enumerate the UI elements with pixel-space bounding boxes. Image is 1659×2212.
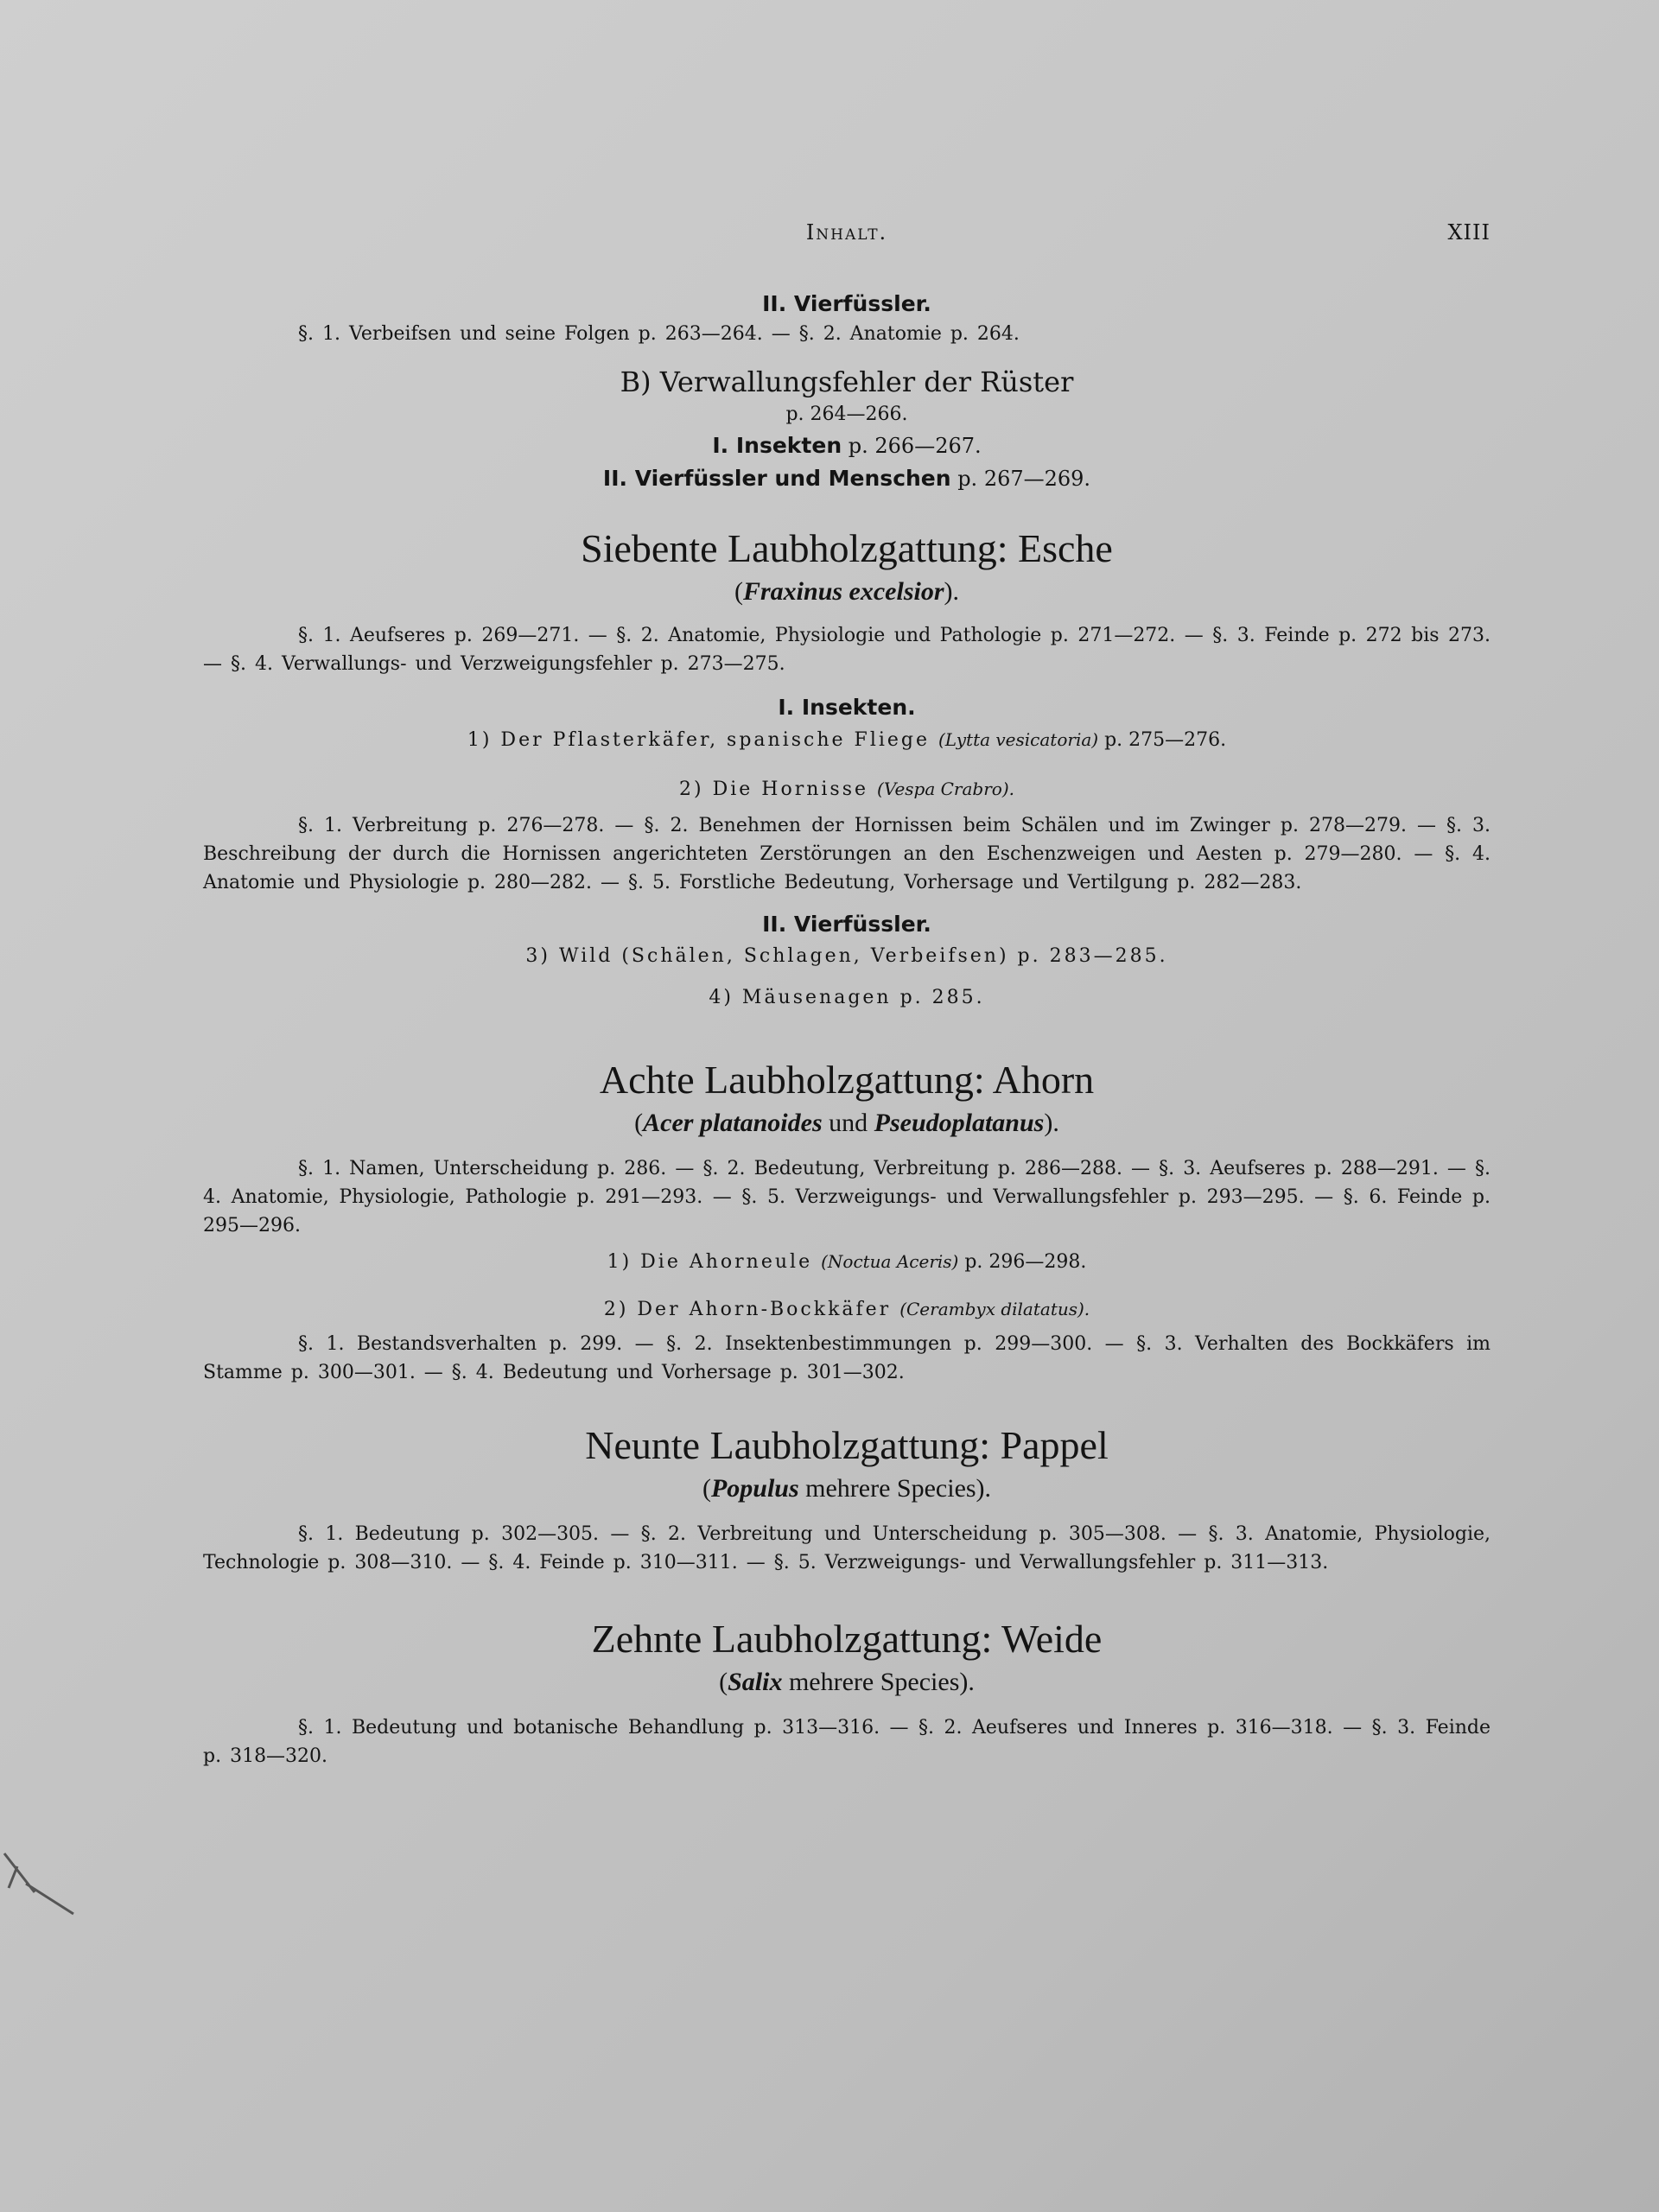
section-subtitle-weide — [203, 1663, 1491, 1701]
latin-name: Acer platanoides — [643, 1109, 823, 1137]
paren: ( — [634, 1109, 644, 1137]
item-text: 1) Die Ahorneule — [607, 1251, 822, 1273]
item-bockkaefer — [203, 1294, 1491, 1325]
heading-number: II. — [762, 291, 787, 316]
section-subtitle-ahorn — [203, 1104, 1491, 1142]
latin-name: (Cerambyx dilatatus). — [899, 1299, 1090, 1319]
section-title-pappel: Neunte Laubholzgattung: Pappel — [585, 1423, 1109, 1467]
running-title: Inhalt. — [805, 220, 888, 245]
item-pflasterkaefer — [203, 725, 1491, 755]
item-text: 2) Die Hornisse — [679, 779, 878, 800]
page-number: XIII — [1447, 220, 1491, 245]
para-pappel: §. 1. Bedeutung p. 302—305. — §. 2. Verbreitung und Unterscheidung p. 305—308. — §. 3. Anatomie, Physiologie, Technologie p. 308—310. — §. 4. Feinde p. 310—311. — §. 5. Verzweigungs- und Verwallungsfehler p. 311—313. — [203, 1523, 1491, 1573]
paren: ). — [944, 577, 960, 606]
item-text: 1) Der Pflasterkäfer, spanische Fliege — [467, 729, 938, 751]
heading-pages: p. 267—269. — [950, 467, 1091, 491]
conjunction: und — [822, 1109, 874, 1137]
heading-text: Vierfüssler. — [793, 912, 931, 937]
section-title-esche: Siebente Laubholzgattung: Esche — [581, 526, 1113, 570]
item-hornisse — [203, 774, 1491, 804]
paren: ( — [702, 1474, 711, 1503]
item-pages: p. 296—298. — [958, 1251, 1087, 1273]
running-head — [203, 220, 1491, 255]
heading-verwallungsfehler-ruester: B) Verwallungsfehler der Rüster — [620, 365, 1074, 398]
latin-name: Salix — [728, 1668, 783, 1696]
section-title-weide: Zehnte Laubholzgattung: Weide — [591, 1617, 1103, 1661]
item-maeusenagen: 4) Mäusenagen p. 285. — [709, 987, 985, 1008]
toc-page — [203, 220, 1491, 1770]
para-verbeissen: §. 1. Verbeifsen und seine Folgen p. 263—264. — §. 2. Anatomie p. 264. — [298, 323, 1020, 345]
para-ahorn: §. 1. Namen, Unterscheidung p. 286. — §. 2. Bedeutung, Verbreitung p. 286—288. — §. 3. Aeufseres p. 288—291. — §. 4. Anatomie, Physiologie, Pathologie p. 291—293. — §. 5. Verzweigungs- und Verwallungsfehler p. 293—295. — §. 6. Feinde p. 295—296. — [203, 1158, 1491, 1236]
item-ahorneule — [203, 1247, 1491, 1277]
para-esche: §. 1. Aeufseres p. 269—271. — §. 2. Anatomie, Physiologie und Pathologie p. 271—272. — §. 3. Feinde p. 272 bis 273. — §. 4. Verwallungs- und Verzweigungsfehler p. 273—275. — [203, 625, 1491, 675]
item-text: 2) Der Ahorn-Bockkäfer — [603, 1299, 900, 1320]
heading-number: II. — [762, 912, 787, 937]
ink-mark — [0, 1849, 78, 1918]
section-title-ahorn: Achte Laubholzgattung: Ahorn — [599, 1058, 1095, 1102]
heading-vierfuessler-esche — [203, 907, 1491, 942]
para-hornisse: §. 1. Verbreitung p. 276—278. — §. 2. Benehmen der Hornissen beim Schälen und im Zwinger p. 278—279. — §. 3. Beschreibung der durch die Hornissen angerichteten Zerstörungen an den Eschenzweigen und Aesten p. 279—280. — §. 4. Anatomie und Physiologie p. 280—282. — §. 5. Forstliche Bedeutung, Vorhersage und Vertilgung p. 282—283. — [203, 815, 1491, 893]
heading-text: II. Vierfüssler und Menschen — [602, 466, 951, 491]
latin-name: Pseudoplatanus — [874, 1109, 1045, 1137]
para-weide: §. 1. Bedeutung und botanische Behandlung p. 313—316. — §. 2. Aeufseres und Inneres p. 316—318. — §. 3. Feinde p. 318—320. — [203, 1717, 1491, 1767]
paren: ( — [734, 577, 743, 606]
latin-name: (Lytta vesicatoria) — [938, 729, 1099, 750]
heading-insekten-esche: I. Insekten. — [778, 695, 916, 720]
heading-pages: p. 266—267. — [842, 434, 982, 458]
heading-text: Vierfüssler. — [793, 291, 931, 316]
heading-insekten-ruester — [203, 429, 1491, 462]
heading-vierfuessler-a — [203, 291, 1491, 316]
heading-vierfuessler-menschen — [203, 462, 1491, 495]
latin-name: Populus — [710, 1474, 799, 1503]
paren: ( — [719, 1668, 728, 1696]
item-wild: 3) Wild (Schälen, Schlagen, Verbeifsen) p. 283—285. — [525, 945, 1168, 967]
heading-text: I. Insekten — [712, 433, 842, 458]
item-pages: p. 275—276. — [1098, 729, 1227, 751]
section-subtitle-esche — [203, 573, 1491, 611]
subtitle-rest: mehrere Species). — [782, 1668, 975, 1696]
pages-ruester: p. 264—266. — [785, 404, 908, 425]
subtitle-rest: mehrere Species). — [798, 1474, 992, 1503]
latin-name: (Vespa Crabro). — [877, 779, 1014, 799]
section-subtitle-pappel — [203, 1470, 1491, 1508]
para-bockkaefer: §. 1. Bestandsverhalten p. 299. — §. 2. Insektenbestimmungen p. 299—300. — §. 3. Verhalten des Bockkäfers im Stamme p. 300—301. — §. 4. Bedeutung und Vorhersage p. 301—302. — [203, 1333, 1491, 1383]
paren: ). — [1044, 1109, 1059, 1137]
latin-name: (Noctua Aceris) — [821, 1251, 959, 1272]
latin-name: Fraxinus excelsior — [742, 577, 944, 606]
